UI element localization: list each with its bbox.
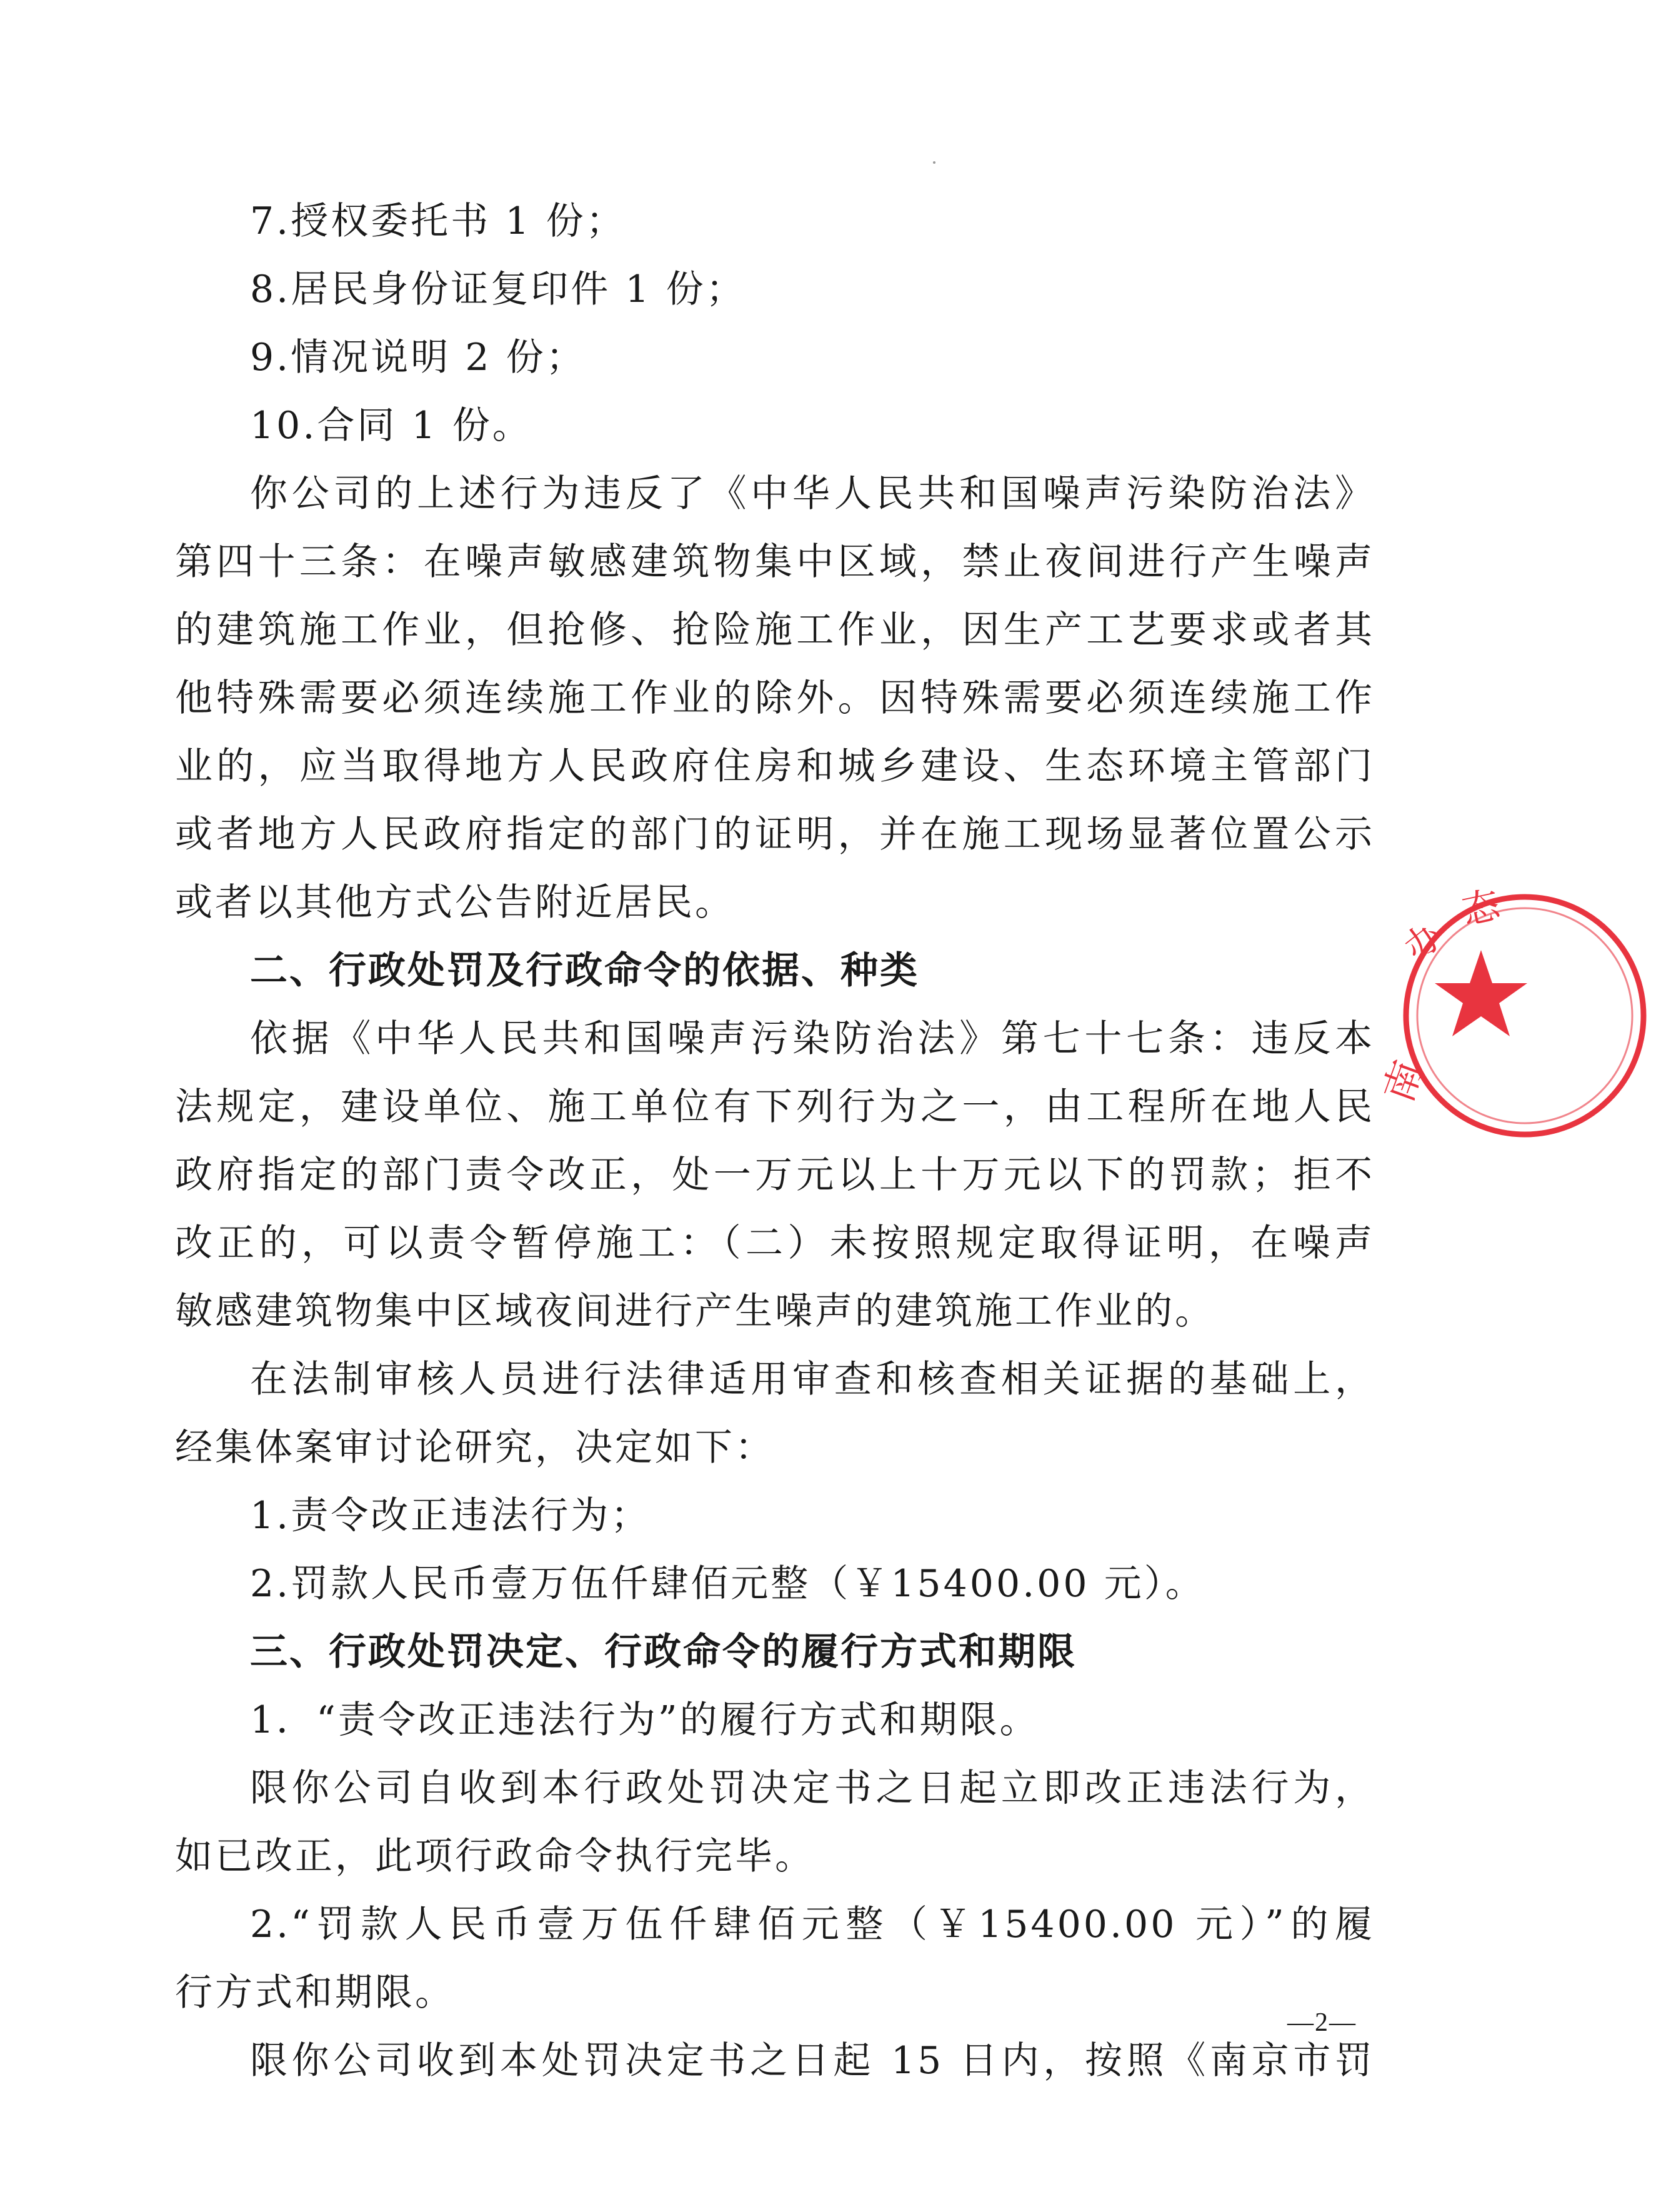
text-line: 改正的，可以责令暂停施工：（二）未按照规定取得证明，在噪声 <box>175 1221 1375 1265</box>
text-line: 8.居民身份证复印件 1 份； <box>250 268 746 311</box>
official-seal-icon <box>1375 883 1656 1147</box>
seal-char: 办 <box>1395 913 1451 970</box>
text-line: 7.授权委托书 1 份； <box>250 199 626 243</box>
text-line: 他特殊需要必须连续施工作业的除外。因特殊需要必须连续施工作 <box>175 676 1375 720</box>
text-line: 敏感建筑物集中区域夜间进行产生噪声的建筑施工作业的。 <box>175 1289 1215 1333</box>
section-heading: 二、行政处罚及行政命令的依据、种类 <box>250 949 919 993</box>
scan-speck <box>933 161 935 164</box>
text-line: 政府指定的部门责令改正，处一万元以上十万元以下的罚款；拒不 <box>175 1153 1375 1197</box>
text-line: 或者以其他方式公告附近居民。 <box>175 881 735 924</box>
text-line: 你公司的上述行为违反了《中华人民共和国噪声污染防治法》 <box>250 472 1375 516</box>
text-line: 业的，应当取得地方人民政府住房和城乡建设、生态环境主管部门 <box>175 744 1375 788</box>
text-line: 经集体案审讨论研究，决定如下： <box>175 1426 775 1469</box>
text-line: 行方式和期限。 <box>175 1971 455 2014</box>
text-line: 第四十三条：在噪声敏感建筑物集中区域，禁止夜间进行产生噪声 <box>175 540 1375 584</box>
page-number: —2— <box>1287 2008 1357 2037</box>
text-line: 如已改正，此项行政命令执行完毕。 <box>175 1834 815 1878</box>
text-line: 依据《中华人民共和国噪声污染防治法》第七十七条：违反本 <box>250 1017 1375 1061</box>
text-line: 1.责令改正违法行为； <box>250 1494 651 1538</box>
text-line: 在法制审核人员进行法律适用审查和核查相关证据的基础上， <box>250 1358 1375 1401</box>
seal-char: 态 <box>1457 883 1504 934</box>
text-line: 限你公司收到本处罚决定书之日起 15 日内，按照《南京市罚 <box>250 2039 1375 2083</box>
text-line: 2.罚款人民币壹万伍仟肆佰元整（￥15400.00 元）。 <box>250 1562 1205 1606</box>
text-line: 10.合同 1 份。 <box>250 404 532 448</box>
text-line: 9.情况说明 2 份； <box>250 336 586 379</box>
section-heading: 三、行政处罚决定、行政命令的履行方式和期限 <box>250 1630 1077 1674</box>
text-line: 法规定，建设单位、施工单位有下列行为之一，由工程所在地人民 <box>175 1085 1375 1129</box>
text-line: 或者地方人民政府指定的部门的证明，并在施工现场显著位置公示 <box>175 813 1375 856</box>
text-line: 限你公司自收到本行政处罚决定书之日起立即改正违法行为， <box>250 1766 1375 1810</box>
text-line: 的建筑施工作业，但抢修、抢险施工作业，因生产工艺要求或者其 <box>175 608 1375 652</box>
seal-char: 南 <box>1375 1054 1433 1109</box>
text-line: 2.“罚款人民币壹万伍仟肆佰元整（￥15400.00 元）”的履 <box>250 1903 1375 1946</box>
text-line: 1．“责令改正违法行为”的履行方式和期限。 <box>250 1698 1040 1742</box>
document-body <box>175 188 1375 2095</box>
